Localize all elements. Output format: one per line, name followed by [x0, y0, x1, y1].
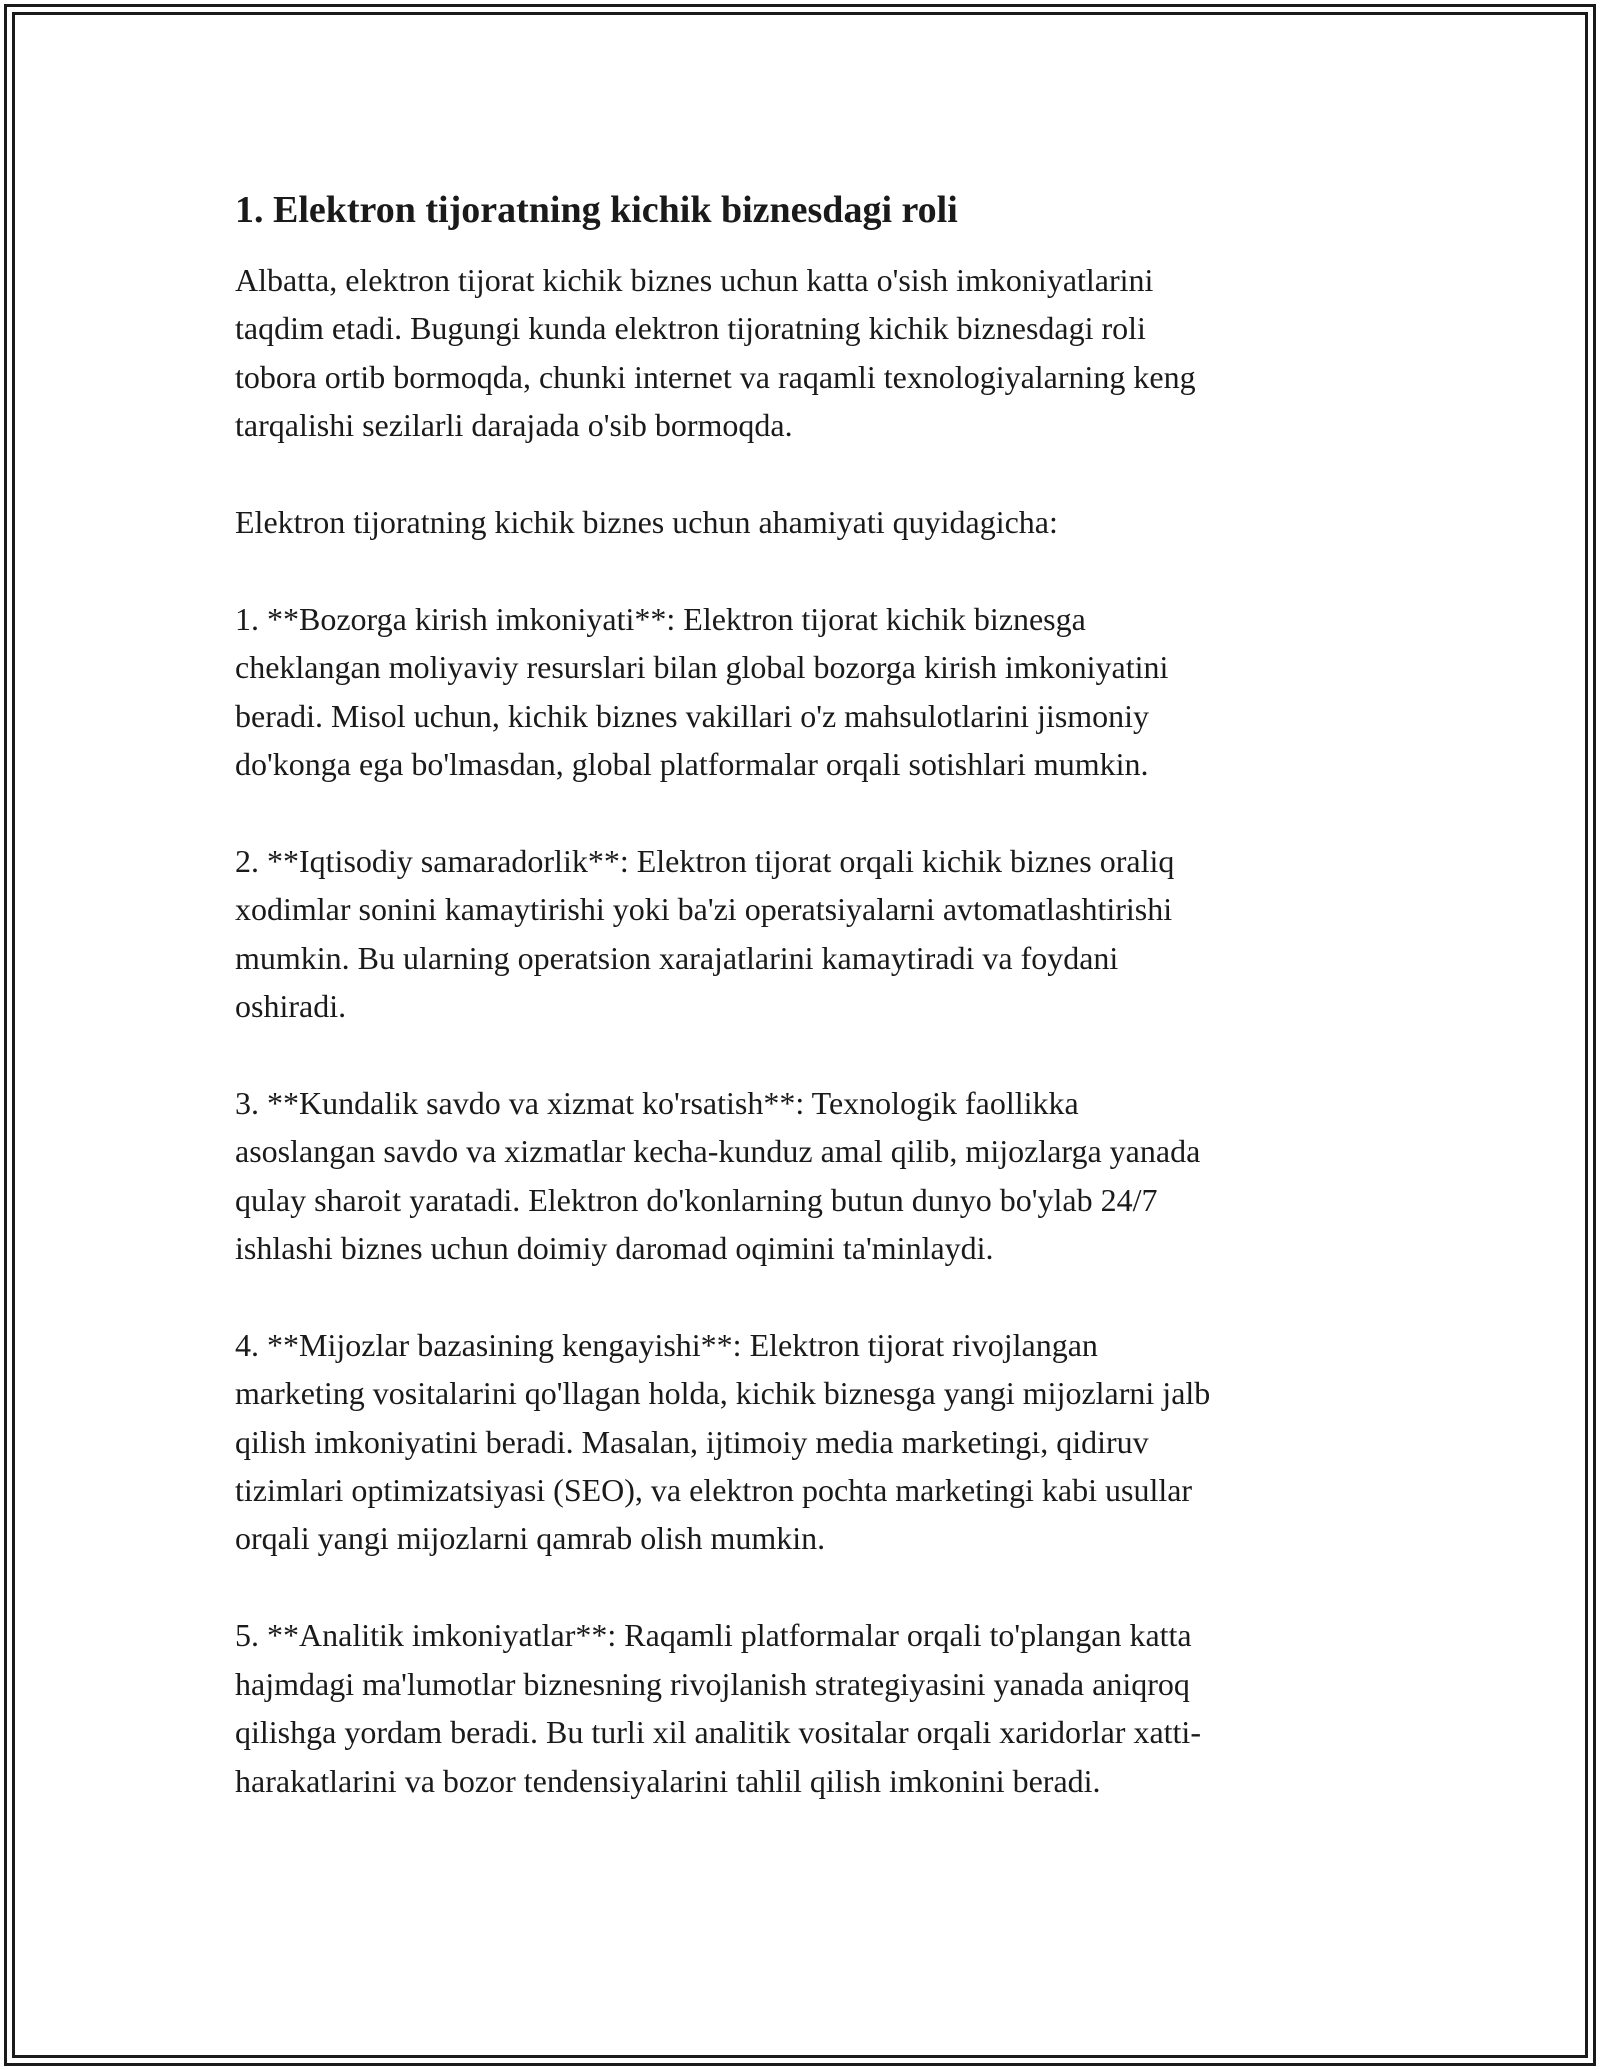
list-intro-paragraph: Elektron tijoratning kichik biznes uchun ahamiyati quyidagicha:: [235, 504, 1058, 541]
document-title: 1. Elektron tijoratning kichik biznesdagi roli: [235, 189, 958, 231]
list-item-market-access: 1. **Bozorga kirish imkoniyati**: Elektron tijorat kichik biznesga cheklangan moliyaviy resurslari bilan global bozorga kirish imkoniyatini beradi. Misol uchun, kichik biznes vakillari o'z mahsulotlarini jismoniy do'konga ega bo'lmasdan, global platformalar orqali sotishlari mumkin.: [235, 600, 1169, 783]
list-item-economic-efficiency: 2. **Iqtisodiy samaradorlik**: Elektron tijorat orqali kichik biznes oraliq xodimlar sonini kamaytirishi yoki ba'zi operatsiyalarni avtomatlashtirishi mumkin. Bu ularning operatsion xarajatlarini kamaytiradi va foydani oshiradi.: [235, 842, 1175, 1025]
list-item-customer-base: 4. **Mijozlar bazasining kengayishi**: Elektron tijorat rivojlangan marketing vositalarini qo'llagan holda, kichik biznesga yangi mijozlarni jalb qilish imkoniyatini beradi. Masalan, ijtimoiy media marketingi, qidiruv tizimlari optimizatsiyasi (SEO), va elektron pochta marketingi kabi usullar orqali yangi mijozlarni qamrab olish mumkin.: [235, 1326, 1211, 1557]
list-item-daily-trade: 3. **Kundalik savdo va xizmat ko'rsatish**: Texnologik faollikka asoslangan savdo va xizmatlar kecha-kunduz amal qilib, mijozlarga yanada qulay sharoit yaratadi. Elektron do'konlarning butun dunyo bo'ylab 24/7 ishlashi biznes uchun doimiy daromad oqimini ta'minlaydi.: [235, 1084, 1201, 1267]
intro-paragraph: Albatta, elektron tijorat kichik biznes uchun katta o'sish imkoniyatlarini taqdim etadi. Bugungi kunda elektron tijoratning kichik biznesdagi roli tobora ortib bormoqda, chunki internet va raqamli texnologiyalarning keng tarqalishi sezilarli darajada o'sib bormoqda.: [235, 262, 1196, 444]
document-body: [235, 186, 1365, 1853]
list-item-analytics: 5. **Analitik imkoniyatlar**: Raqamli platformalar orqali to'plangan katta hajmdagi ma'lumotlar biznesning rivojlanish strategiyasini yanada aniqroq qilishga yordam beradi. Bu turli xil analitik vositalar orqali xaridorlar xatti- harakatlarini va bozor tendensiyalarini tahlil qilish imkonini beradi.: [235, 1617, 1201, 1799]
